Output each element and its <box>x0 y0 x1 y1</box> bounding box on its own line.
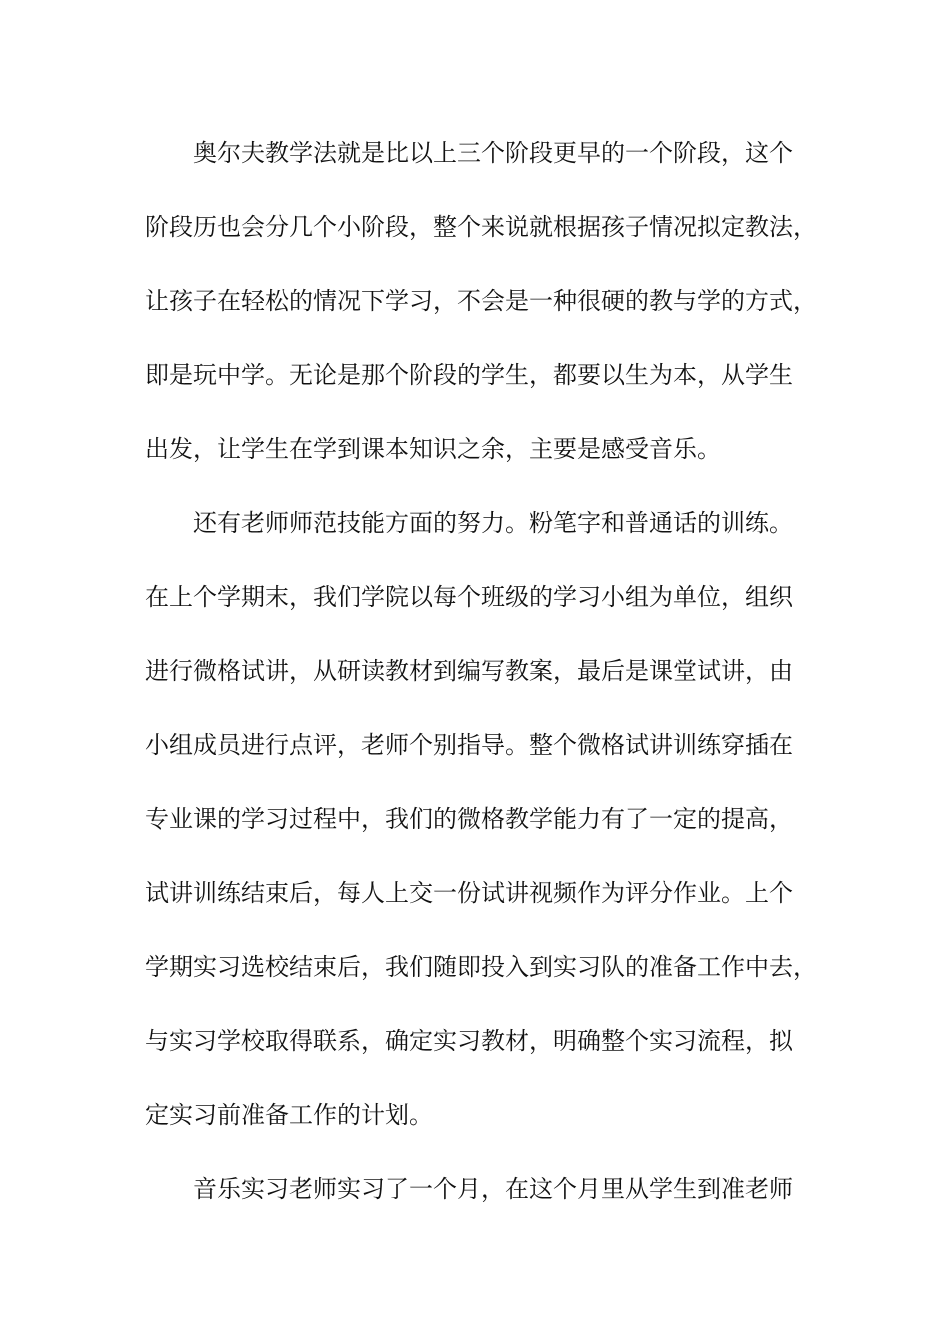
paragraph-1-line-5: 出发，让学生在学到课本知识之余，主要是感受音乐。 <box>145 435 721 463</box>
paragraph-3-line-1: 音乐实习老师实习了一个月，在这个月里从学生到准老师 <box>193 1175 793 1203</box>
paragraph-1-line-2: 阶段历也会分几个小阶段，整个来说就根据孩子情况拟定教法， <box>145 213 817 241</box>
paragraph-2-line-1: 还有老师师范技能方面的努力。粉笔字和普通话的训练。 <box>193 509 793 537</box>
paragraph-2-line-8: 与实习学校取得联系，确定实习教材，明确整个实习流程，拟 <box>145 1027 793 1055</box>
paragraph-1-line-1: 奥尔夫教学法就是比以上三个阶段更早的一个阶段，这个 <box>193 139 793 167</box>
paragraph-2-line-7: 学期实习选校结束后，我们随即投入到实习队的准备工作中去， <box>145 953 817 981</box>
paragraph-2-line-4: 小组成员进行点评，老师个别指导。整个微格试讲训练穿插在 <box>145 731 793 759</box>
paragraph-2-line-2: 在上个学期末，我们学院以每个班级的学习小组为单位，组织 <box>145 583 793 611</box>
paragraph-2-line-5: 专业课的学习过程中，我们的微格教学能力有了一定的提高， <box>145 805 793 833</box>
paragraph-2-line-9: 定实习前准备工作的计划。 <box>145 1101 433 1129</box>
paragraph-1-line-3: 让孩子在轻松的情况下学习，不会是一种很硬的教与学的方式， <box>145 287 817 315</box>
paragraph-2-line-6: 试讲训练结束后，每人上交一份试讲视频作为评分作业。上个 <box>145 879 793 907</box>
paragraph-1-line-4: 即是玩中学。无论是那个阶段的学生，都要以生为本，从学生 <box>145 361 793 389</box>
paragraph-2-line-3: 进行微格试讲，从研读教材到编写教案，最后是课堂试讲，由 <box>145 657 793 685</box>
